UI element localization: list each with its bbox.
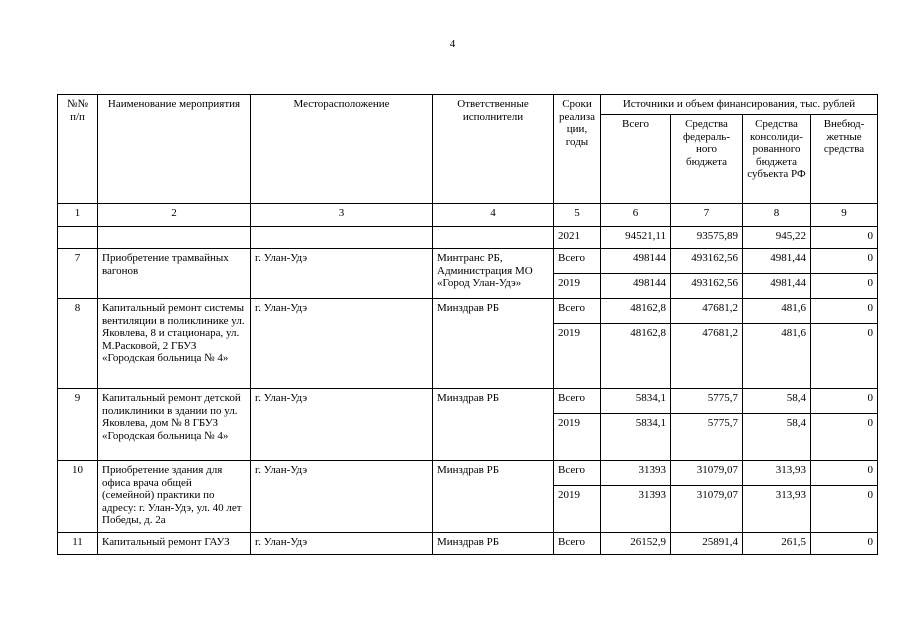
item-number: 9 <box>58 389 98 461</box>
regional-cell: 481,6 <box>743 324 811 389</box>
regional-cell: 261,5 <box>743 533 811 555</box>
col-number: 7 <box>671 204 743 227</box>
item-location: г. Улан-Удэ <box>251 461 433 533</box>
financing-table <box>57 94 878 555</box>
total-cell: 48162,8 <box>601 299 671 324</box>
continuation-row <box>58 227 878 249</box>
item-number: 10 <box>58 461 98 533</box>
item-number: 11 <box>58 533 98 555</box>
regional-cell: 313,93 <box>743 461 811 486</box>
continuation-no <box>58 227 98 249</box>
regional-cell: 4981,44 <box>743 249 811 274</box>
total-cell: 31393 <box>601 486 671 533</box>
extra-cell: 0 <box>811 274 878 299</box>
regional-cell: 58,4 <box>743 414 811 461</box>
item-name: Капитальный ремонт детской поликлиники в здании по ул. Яковлева, дом № 8 ГБУЗ «Городская больница № 4» <box>98 389 251 461</box>
year-cell: 2019 <box>554 486 601 533</box>
continuation-responsible <box>433 227 554 249</box>
year-cell: Всего <box>554 389 601 414</box>
header-federal: Средства федераль- ного бюджета <box>671 115 743 204</box>
federal-cell: 493162,56 <box>671 274 743 299</box>
item-location: г. Улан-Удэ <box>251 533 433 555</box>
item-name: Капитальный ремонт ГАУЗ <box>98 533 251 555</box>
total-cell: 31393 <box>601 461 671 486</box>
header-total: Всего <box>601 115 671 204</box>
total-cell: 498144 <box>601 274 671 299</box>
col-number: 1 <box>58 204 98 227</box>
item-responsible: Минздрав РБ <box>433 533 554 555</box>
extra-cell: 0 <box>811 461 878 486</box>
header-row-1 <box>58 95 878 115</box>
item-responsible: Минтранс РБ, Администрация МО «Город Улан-Удэ» <box>433 249 554 299</box>
item-responsible: Минздрав РБ <box>433 389 554 461</box>
year-cell: Всего <box>554 249 601 274</box>
item-row <box>58 249 878 274</box>
federal-cell: 47681,2 <box>671 324 743 389</box>
header-period: Сроки реализа ции, годы <box>554 95 601 204</box>
item-location: г. Улан-Удэ <box>251 389 433 461</box>
federal-cell: 25891,4 <box>671 533 743 555</box>
total-cell: 26152,9 <box>601 533 671 555</box>
item-name: Приобретение здания для офиса врача общей (семейной) практики по адресу: г. Улан-Удэ, ул. 40 лет Победы, д. 2а <box>98 461 251 533</box>
regional-cell: 481,6 <box>743 299 811 324</box>
extra-cell: 0 <box>811 533 878 555</box>
extra-cell: 0 <box>811 486 878 533</box>
extra-cell: 0 <box>811 249 878 274</box>
year-cell: 2019 <box>554 274 601 299</box>
regional-cell: 945,22 <box>743 227 811 249</box>
col-number: 2 <box>98 204 251 227</box>
col-number: 3 <box>251 204 433 227</box>
year-cell: Всего <box>554 299 601 324</box>
regional-cell: 313,93 <box>743 486 811 533</box>
continuation-name <box>98 227 251 249</box>
item-row <box>58 299 878 324</box>
year-cell: 2019 <box>554 414 601 461</box>
col-number: 6 <box>601 204 671 227</box>
item-location: г. Улан-Удэ <box>251 249 433 299</box>
federal-cell: 5775,7 <box>671 414 743 461</box>
header-responsible: Ответственные исполнители <box>433 95 554 204</box>
regional-cell: 58,4 <box>743 389 811 414</box>
total-cell: 5834,1 <box>601 414 671 461</box>
header-extrabudget: Внебюд- жетные средства <box>811 115 878 204</box>
item-responsible: Минздрав РБ <box>433 461 554 533</box>
header-no: №№ п/п <box>58 95 98 204</box>
col-number: 5 <box>554 204 601 227</box>
extra-cell: 0 <box>811 227 878 249</box>
total-cell: 498144 <box>601 249 671 274</box>
item-location: г. Улан-Удэ <box>251 299 433 389</box>
federal-cell: 31079,07 <box>671 461 743 486</box>
column-numbers-row <box>58 204 878 227</box>
header-regional: Средства консолиди- рованного бюджета субъекта РФ <box>743 115 811 204</box>
total-cell: 5834,1 <box>601 389 671 414</box>
item-row <box>58 461 878 486</box>
total-cell: 48162,8 <box>601 324 671 389</box>
col-number: 9 <box>811 204 878 227</box>
col-number: 8 <box>743 204 811 227</box>
item-name: Капитальный ремонт системы вентиляции в поликлинике ул. Яковлева, 8 и стационара, ул. М.Расковой, 2 ГБУЗ «Городская больница № 4» <box>98 299 251 389</box>
year-cell: Всего <box>554 533 601 555</box>
federal-cell: 31079,07 <box>671 486 743 533</box>
year-cell: Всего <box>554 461 601 486</box>
item-number: 8 <box>58 299 98 389</box>
header-sources: Источники и объем финансирования, тыс. рублей <box>601 95 878 115</box>
header-name: Наименование мероприятия <box>98 95 251 204</box>
year-cell: 2021 <box>554 227 601 249</box>
extra-cell: 0 <box>811 324 878 389</box>
col-number: 4 <box>433 204 554 227</box>
item-name: Приобретение трамвайных вагонов <box>98 249 251 299</box>
continuation-location <box>251 227 433 249</box>
regional-cell: 4981,44 <box>743 274 811 299</box>
extra-cell: 0 <box>811 389 878 414</box>
year-cell: 2019 <box>554 324 601 389</box>
federal-cell: 93575,89 <box>671 227 743 249</box>
extra-cell: 0 <box>811 414 878 461</box>
federal-cell: 5775,7 <box>671 389 743 414</box>
page-number: 4 <box>449 38 456 50</box>
header-location: Месторасположение <box>251 95 433 204</box>
federal-cell: 47681,2 <box>671 299 743 324</box>
extra-cell: 0 <box>811 299 878 324</box>
item-row <box>58 533 878 555</box>
item-row <box>58 389 878 414</box>
total-cell: 94521,11 <box>601 227 671 249</box>
federal-cell: 493162,56 <box>671 249 743 274</box>
item-number: 7 <box>58 249 98 299</box>
item-responsible: Минздрав РБ <box>433 299 554 389</box>
